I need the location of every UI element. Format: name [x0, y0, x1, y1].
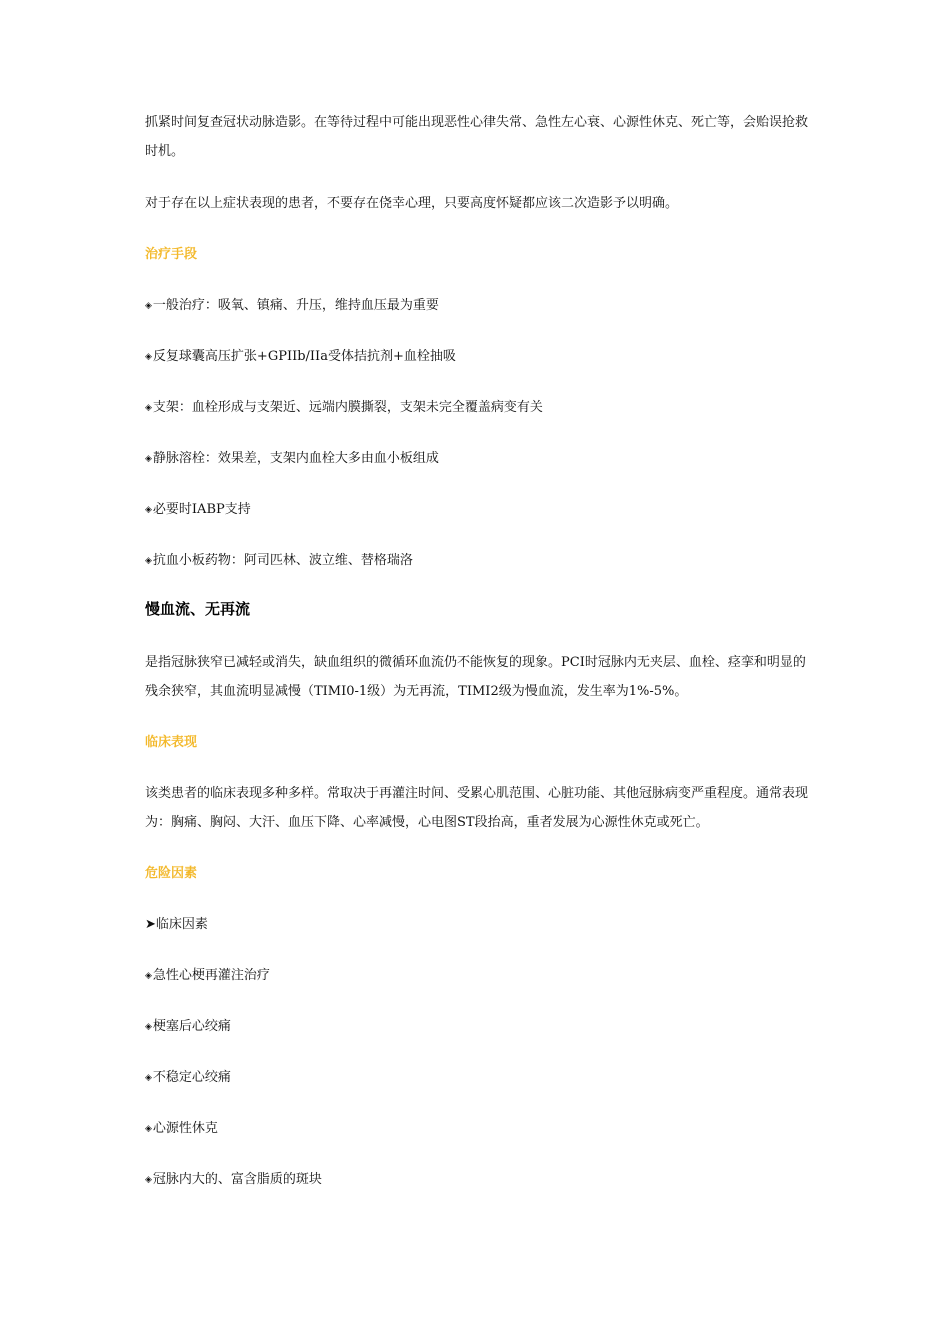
risk-item [145, 1012, 813, 1042]
risk-item-text: 心源性休克 [152, 1121, 218, 1136]
paragraph-clinical-manifestation: 该类患者的临床表现多种多样。常取决于再灌注时间、受累心肌范围、心脏功能、其他冠脉病变严重程度。通常表现为：胸痛、胸闷、大汗、血压下降、心率减慢，心电图ST段抬高，重者发展为心源性休克或死亡。 [145, 786, 809, 830]
risk-item-text: 不稳定心绞痛 [152, 1070, 231, 1085]
treatment-item-text: 抗血小板药物：阿司匹林、波立维、替格瑞洛 [152, 553, 413, 568]
bullet-icon: ◈ [145, 352, 152, 362]
treatment-item [145, 546, 813, 576]
treatment-item [145, 342, 813, 372]
treatment-item-text: 反复球囊高压扩张+GPIIb/IIa受体拮抗剂+血栓抽吸 [152, 349, 456, 364]
bullet-icon: ◈ [145, 556, 152, 566]
bullet-icon: ◈ [145, 1073, 152, 1083]
risk-item [145, 961, 813, 991]
treatment-item-text: 一般治疗：吸氧、镇痛、升压，维持血压最为重要 [152, 298, 439, 313]
bullet-icon: ◈ [145, 1022, 152, 1032]
bullet-icon: ◈ [145, 1124, 152, 1134]
bullet-icon: ◈ [145, 403, 152, 413]
treatment-item-text: 支架：血栓形成与支架近、远端内膜撕裂，支架未完全覆盖病变有关 [152, 400, 543, 415]
risk-item-text: 冠脉内大的、富含脂质的斑块 [152, 1172, 322, 1187]
risk-item-text: 急性心梗再灌注治疗 [152, 968, 270, 983]
treatment-item-text: 静脉溶栓：效果差，支架内血栓大多由血小板组成 [152, 451, 439, 466]
bullet-icon: ◈ [145, 301, 152, 311]
risk-subheading: ➤临床因素 [145, 917, 208, 932]
risk-item-text: 梗塞后心绞痛 [152, 1019, 231, 1034]
section-label-treatment: 治疗手段 [145, 247, 198, 262]
section-label-risk: 危险因素 [145, 866, 198, 881]
paragraph-slow-flow-definition: 是指冠脉狭窄已减轻或消失，缺血组织的微循环血流仍不能恢复的现象。PCI时冠脉内无夹层、血栓、痉挛和明显的残余狭窄，其血流明显减慢（TIMI0-1级）为无再流，TIMI2级为慢血流，发生率为1%-5%。 [145, 655, 806, 699]
treatment-item [145, 291, 813, 321]
risk-item [145, 1063, 813, 1093]
bullet-icon: ◈ [145, 971, 152, 981]
risk-item [145, 1165, 813, 1195]
bullet-icon: ◈ [145, 1175, 152, 1185]
paragraph-second-angiography: 对于存在以上症状表现的患者，不要存在侥幸心理，只要高度怀疑都应该二次造影予以明确。 [145, 196, 679, 211]
treatment-item [145, 393, 813, 423]
treatment-item [145, 495, 813, 525]
heading-slow-flow: 慢血流、无再流 [145, 600, 251, 618]
treatment-item [145, 444, 813, 474]
bullet-icon: ◈ [145, 454, 152, 464]
risk-item [145, 1114, 813, 1144]
treatment-item-text: 必要时IABP支持 [152, 502, 251, 517]
paragraph-review-angiography: 抓紧时间复查冠状动脉造影。在等待过程中可能出现恶性心律失常、急性左心衰、心源性休克、死亡等，会贻误抢救时机。 [145, 115, 809, 159]
bullet-icon: ◈ [145, 505, 152, 515]
section-label-clinical: 临床表现 [145, 735, 198, 750]
